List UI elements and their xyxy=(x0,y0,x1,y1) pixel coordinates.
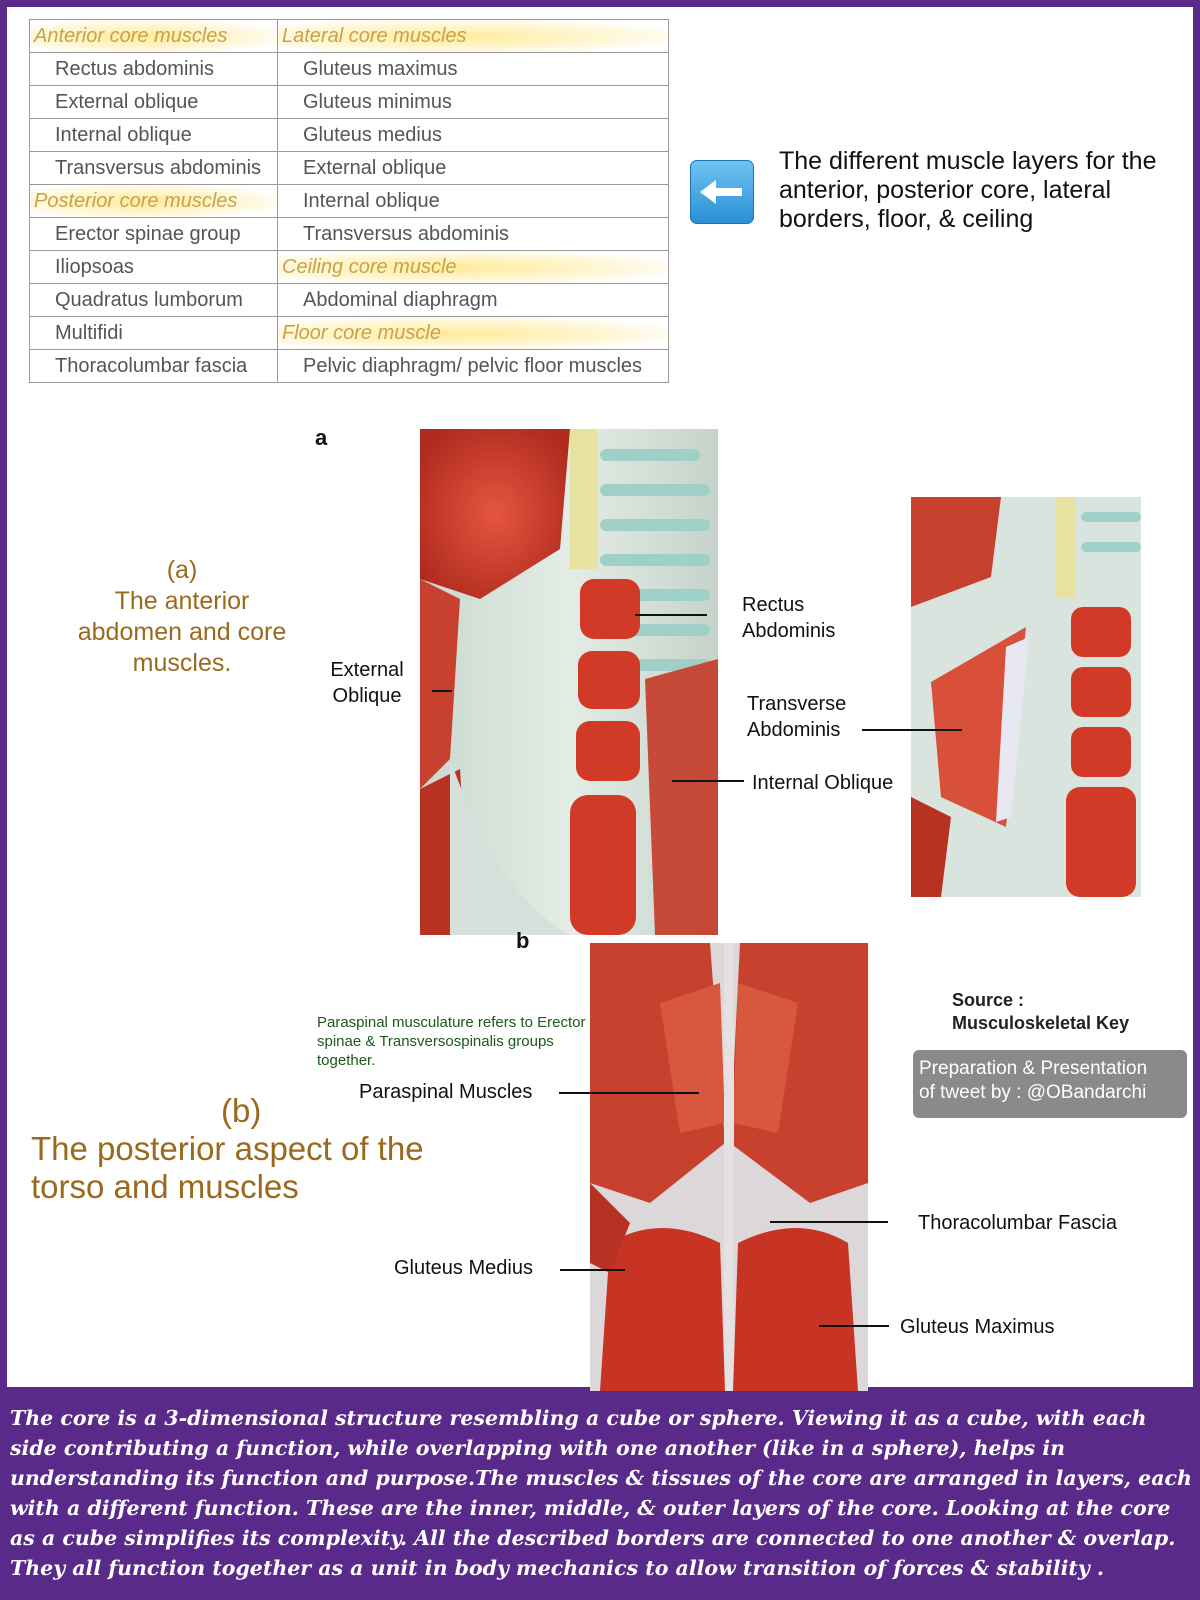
table-cell: Gluteus medius xyxy=(278,119,669,152)
table-cell: Multifidi xyxy=(30,317,278,350)
internal-oblique-label: Internal Oblique xyxy=(752,772,894,794)
figure-b-letter: b xyxy=(516,928,530,953)
core-muscles-table xyxy=(29,19,669,383)
table-row xyxy=(30,152,669,185)
table-row xyxy=(30,284,669,317)
table-cell: Gluteus minimus xyxy=(278,86,669,119)
gluteus-medius-label: Gluteus Medius xyxy=(394,1257,533,1279)
table-cell: Floor core muscle xyxy=(278,317,669,350)
content-panel xyxy=(7,7,1193,1387)
table-row xyxy=(30,119,669,152)
table-cell: External oblique xyxy=(30,86,278,119)
gluteus-medius-leader xyxy=(560,1269,625,1271)
source-block xyxy=(952,989,1129,1035)
table-row xyxy=(30,218,669,251)
internal-oblique-leader xyxy=(672,780,744,782)
table-cell: Thoracolumbar fascia xyxy=(30,350,278,383)
credit-line-1: Preparation & Presentation xyxy=(919,1058,1148,1079)
thoracolumbar-fascia-label: Thoracolumbar Fascia xyxy=(918,1212,1117,1234)
figure-a-letter: a xyxy=(315,425,328,450)
external-oblique-label: External Oblique xyxy=(330,659,404,707)
table-cell: Transversus abdominis xyxy=(278,218,669,251)
table-row xyxy=(30,185,669,218)
table-cell: Internal oblique xyxy=(278,185,669,218)
credit-box xyxy=(913,1050,1187,1118)
figure-a-caption-label: (a) xyxy=(166,556,198,584)
table-cell: Iliopsoas xyxy=(30,251,278,284)
table-cell: Ceiling core muscle xyxy=(278,251,669,284)
credit-line-2: of tweet by : @OBandarchi xyxy=(919,1082,1147,1103)
source-label: Source : xyxy=(952,990,1025,1010)
layers-caption: The different muscle layers for the anterior, posterior core, lateral borders, floor, & ceiling xyxy=(779,147,1157,233)
table-row xyxy=(30,20,669,53)
transverse-abdominis-label: Transverse Abdominis xyxy=(747,693,847,741)
table-cell: Quadratus lumborum xyxy=(30,284,278,317)
table-row xyxy=(30,53,669,86)
thoracolumbar-fascia-leader xyxy=(770,1221,888,1223)
figure-b-caption-label: (b) xyxy=(221,1092,262,1129)
table-cell: Transversus abdominis xyxy=(30,152,278,185)
table-cell: Erector spinae group xyxy=(30,218,278,251)
table-cell: Gluteus maximus xyxy=(278,53,669,86)
paraspinal-note: Paraspinal musculature refers to Erector spinae & Transversospinalis groups together. xyxy=(317,1014,586,1069)
transverse-abdominis-leader xyxy=(862,729,962,731)
figure-b-caption xyxy=(31,1092,431,1206)
table-cell: Posterior core muscles xyxy=(30,185,278,218)
paraspinal-muscles-label: Paraspinal Muscles xyxy=(359,1081,533,1103)
table-row xyxy=(30,86,669,119)
table-row xyxy=(30,251,669,284)
rectus-abdominis-label: Rectus Abdominis xyxy=(742,594,836,642)
table-cell: Lateral core muscles xyxy=(278,20,669,53)
table-cell: Pelvic diaphragm/ pelvic floor muscles xyxy=(278,350,669,383)
table-row xyxy=(30,350,669,383)
gluteus-maximus-label: Gluteus Maximus xyxy=(900,1316,1055,1338)
left-arrow-icon xyxy=(690,160,754,224)
table-cell: External oblique xyxy=(278,152,669,185)
paraspinal-muscles-leader xyxy=(559,1092,699,1094)
table-cell: Abdominal diaphragm xyxy=(278,284,669,317)
figure-a-caption xyxy=(37,555,327,679)
table-cell: Rectus abdominis xyxy=(30,53,278,86)
figure-a-caption-text: The anterior abdomen and core muscles. xyxy=(77,587,287,677)
table-cell: Internal oblique xyxy=(30,119,278,152)
table-row xyxy=(30,317,669,350)
anterior-torso-image xyxy=(420,429,718,935)
lateral-torso-image xyxy=(911,497,1141,897)
posterior-torso-image xyxy=(590,943,868,1391)
summary-paragraph: The core is a 3-dimensional structure resembling a cube or sphere. Viewing it as a cube, with each side contributing a function, while overlapping with one another (like in a sphere), helps in understanding its function and purpose.The muscles & tissues of the core are arranged in layers, each with a different function. These are the inner, middle, & outer layers of the core. Looking at the core as a cube simplifies its complexity. All the described borders are connected to one another & overlap. They all function together as a unit in body mechanics to allow transition of forces & stability . xyxy=(10,1406,1192,1580)
rectus-abdominis-leader xyxy=(635,614,707,616)
external-oblique-leader xyxy=(432,690,452,692)
table-cell: Anterior core muscles xyxy=(30,20,278,53)
source-name: Musculoskeletal Key xyxy=(952,1013,1130,1033)
figure-b-caption-text: The posterior aspect of the torso and muscles xyxy=(31,1130,424,1205)
gluteus-maximus-leader xyxy=(819,1325,889,1327)
